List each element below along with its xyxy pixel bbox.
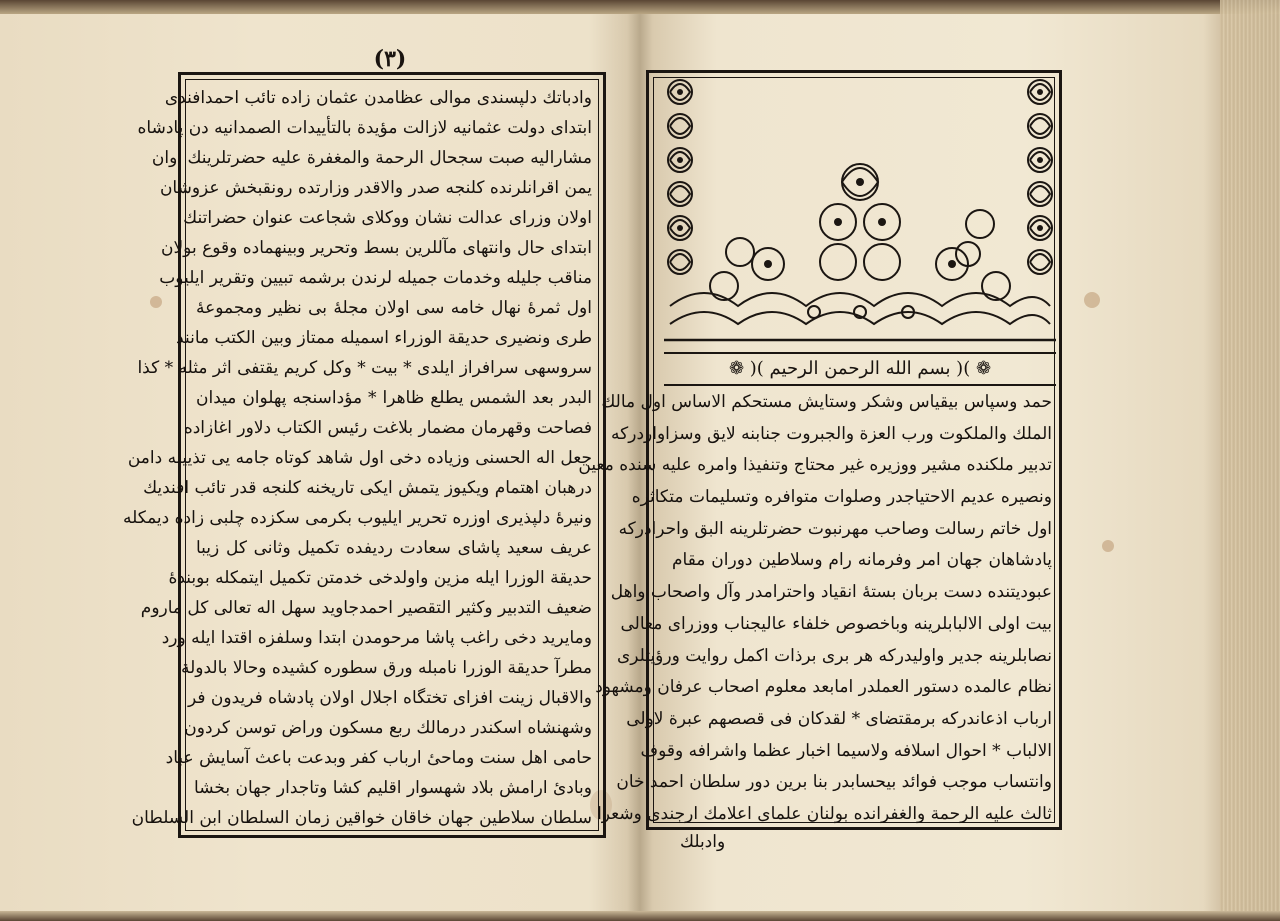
text-line: عبوديتنده دست بربان بستهٔ انقياد واحترامدر وآل واصحاب واهل bbox=[610, 582, 1052, 603]
paper-stain bbox=[150, 296, 162, 308]
text-line: مشاراليه صبت سجحال الرحمة والمغفرة عليه حضرتلرينك اوان bbox=[151, 148, 592, 168]
text-line: حديقة الوزرا ايله مزين واولدخى خدمتن تكميل ايتمكله بوبندهٔ bbox=[168, 568, 592, 588]
catchword: وادبلك bbox=[680, 832, 726, 852]
text-line: ابتداى دولت عثمانيه لازالت مؤيدة بالتأييدات الصمدانيه دن پادشاه bbox=[137, 118, 592, 138]
text-line: مطرآ حديقة الوزرا نامبله ورق سطوره كشيده وحالا بالدولة bbox=[180, 658, 592, 678]
text-line: نصابلرينه جدير واوليدركه هر برى برذات اكمل روايت ورؤيتلرى bbox=[617, 645, 1052, 666]
text-line: ومايريد دخى راغب پاشا مرحومدن ابتدا وسلفزه اقتدا ايله ورد bbox=[161, 628, 592, 648]
text-line: طرى ونضيرى حديقة الوزراء اسميله ممتاز وبين الكتب مانند bbox=[176, 328, 592, 348]
left-page-text bbox=[122, 88, 592, 828]
text-line: الملك والملكوت ورب العزة والجبروت جنابنه لايق وسزاواردركه bbox=[611, 423, 1052, 444]
paper-stain bbox=[1102, 540, 1114, 552]
text-line: نظام عالمده دستور العملدر امابعد معلوم اصحاب عرفان ومشهود bbox=[595, 677, 1052, 698]
text-line: پادشاهان جهان امر وفرمانه رام وسلاطين دوران مقام bbox=[672, 550, 1052, 571]
text-line: يمن اقرانلرنده كلنجه صدر والاقدر وزارتده رونقبخش عزوشان bbox=[159, 178, 592, 198]
text-line: وادباتك دلپسندى موالى عظامدن عثمان زاده تائب احمدافندى bbox=[164, 88, 592, 108]
text-line: وانتساب موجب فوائد بيحسابدر بنا برين دور سلطان احمد خان bbox=[616, 772, 1052, 793]
bottom-shadow bbox=[0, 911, 1280, 921]
text-line: ونصيره عديم الاحتياجدر وصلوات متوافره وتسليمات متكاثره bbox=[631, 487, 1052, 508]
top-shadow bbox=[0, 0, 1280, 14]
page-edges bbox=[1220, 0, 1280, 921]
text-line: فصاحت وقهرمان مضمار بلاغت رئيس الكتاب دلاور اغازاده bbox=[183, 418, 592, 438]
text-line: تدبير ملكنده مشير ووزيره غير محتاج وتنفيذا وامره عليه سنده معين bbox=[578, 455, 1052, 476]
text-line: ارباب اذعاندركه برمقتضاى * لقدكان فى قصصهم عبرة لاولى bbox=[626, 708, 1052, 729]
text-line: البدر بعد الشمس يطلع ظاهرا * مؤداسنجه پهلوان ميدان bbox=[196, 388, 592, 408]
text-line: والاقبال زينت افزاى تختگاه اجلال اولان پادشاه فريدون فر bbox=[188, 688, 592, 708]
text-line: حمد وسپاس بيقياس وشكر وستايش مستحكم الاساس اول مالك bbox=[601, 392, 1052, 412]
basmala-heading: ❁ )( بسم الله الرحمن الرحيم )( ❁ bbox=[664, 352, 1056, 386]
text-line: مناقب جليله وخدمات جميله لرندن برشمه تبيين وتقرير ايليوب bbox=[159, 268, 592, 288]
text-line: سروسهى سرافراز ايلدى * بيت * وكل كريم يقتفى اثر مثله * كذا bbox=[137, 358, 592, 378]
text-line: سلطان سلاطين جهان خاقان خواقين زمان السلطان ابن السلطان bbox=[131, 808, 592, 828]
text-line: حامى اهل سنت وماحىٔ ارباب كفر وبدعت باعث آسايش عباد bbox=[165, 748, 592, 768]
text-line: وشهنشاه اسكندر درمالك ربع مسكون وراض توسن كردون bbox=[184, 718, 592, 738]
text-line: ضعيف التدبير وكثير التقصير احمدجاويد سهل اله تعالى كل ماروم bbox=[140, 598, 592, 618]
text-line: الالباب * احوال اسلافه ولاسيما اخبار عظما واشرافه وقوف bbox=[640, 740, 1052, 761]
text-line: بيت اولى الالبابلرينه وباخصوص خلفاء عاليجناب ووزراى معالى bbox=[620, 613, 1052, 634]
text-line: اول ثمرهٔ نهال خامه سى اولان مجلهٔ بى نظير ومجموعهٔ bbox=[196, 298, 592, 318]
text-line: اول خاتم رسالت وصاحب مهرنبوت حضرتلرينه البق واحرادركه bbox=[618, 518, 1052, 539]
text-line: درهبان اهتمام ويكيوز يتمش ايكى تاريخنه كلنجه قدر تائب افنديك bbox=[143, 478, 592, 498]
paper-stain bbox=[1084, 292, 1100, 308]
headpiece-ornament bbox=[664, 74, 1056, 346]
text-line: اولان وزراى عدالت نشان ووكلاى شجاعت عنوان حضراتنك bbox=[183, 208, 592, 228]
text-line: عريف سعيد پاشاى سعادت رديفده تكميل وثانى كل زيبا bbox=[196, 538, 592, 558]
text-line: ابتداى حال وانتهاى مآللرين بسط وتحرير وبينهماده وقوع بولان bbox=[161, 238, 592, 258]
text-line: جعل اله الحسنى وزياده دخى اول شاهد كوتاه جامه يى تذييله دامن bbox=[127, 448, 592, 468]
page-number: (٣) bbox=[373, 46, 407, 72]
text-line: ونيرهٔ دلپذيرى اوزره تحرير ايليوب بكرمى سكزده چلبى زاده ديمكله bbox=[122, 508, 592, 528]
right-page-text bbox=[578, 392, 1052, 824]
text-line: وبادىٔ ارامش بلاد شهسوار اقليم كشا وتاجدار جهان بخشا bbox=[194, 778, 592, 798]
text-line: ثالث عليه الرحمة والغفرانده بولنان علماى اعلامك ارجندى وشعرا bbox=[597, 803, 1052, 824]
